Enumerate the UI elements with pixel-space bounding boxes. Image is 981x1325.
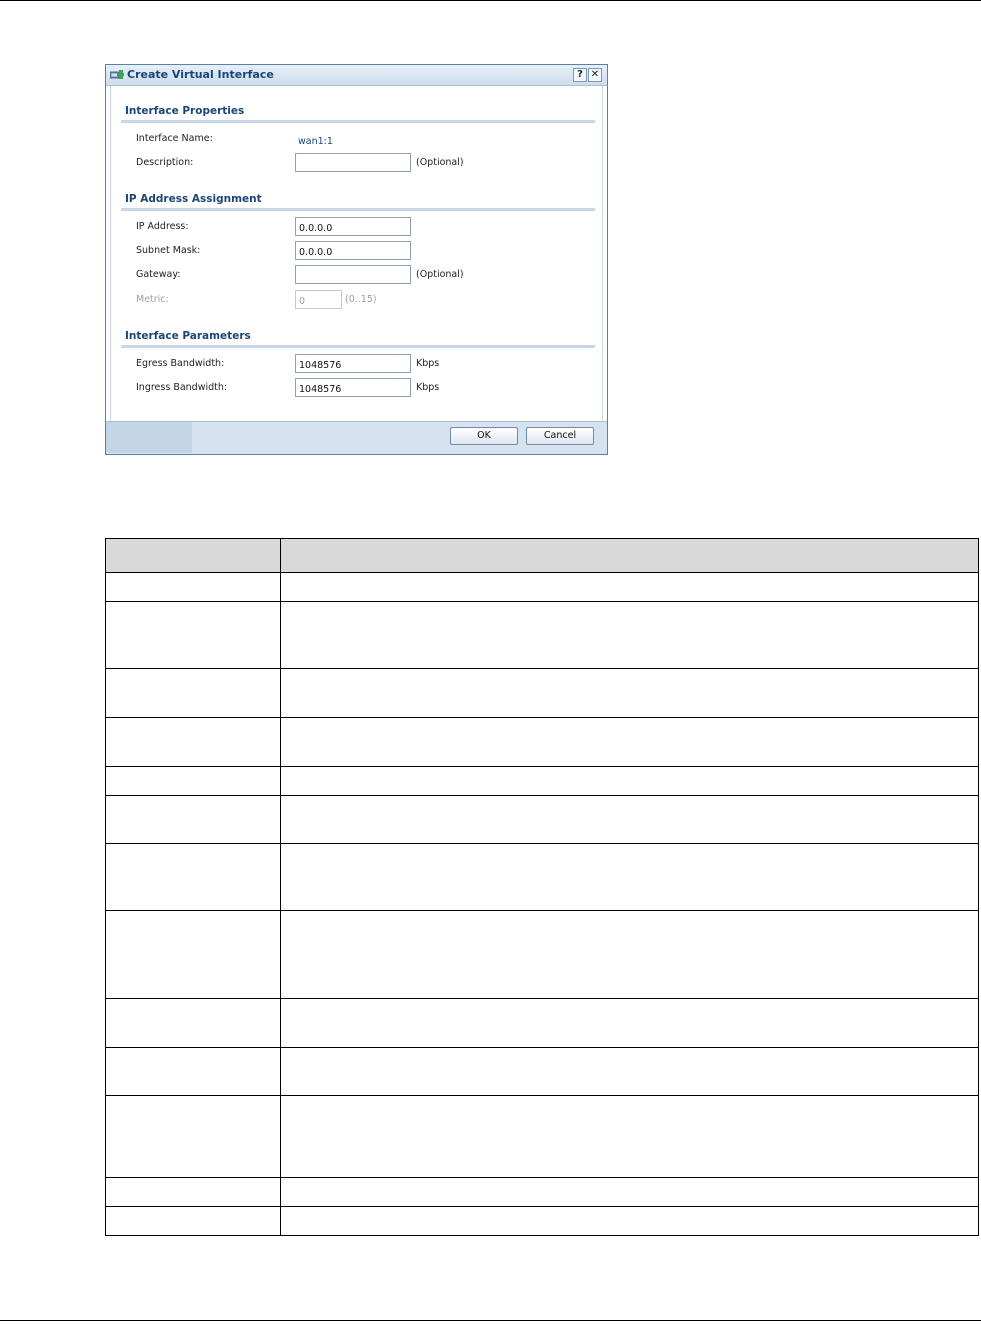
table-cell <box>281 796 979 844</box>
subnet-mask-input[interactable] <box>295 241 411 260</box>
description-label: Description: <box>136 157 194 168</box>
egress-bandwidth-input[interactable] <box>295 354 411 373</box>
section-title-interface-parameters: Interface Parameters <box>125 330 251 342</box>
cancel-button[interactable]: Cancel <box>526 427 594 445</box>
ingress-bandwidth-unit: Kbps <box>416 382 440 393</box>
egress-bandwidth-unit: Kbps <box>416 358 440 369</box>
ingress-bandwidth-label: Ingress Bandwidth: <box>136 382 228 393</box>
table-cell <box>281 1096 979 1178</box>
table-cell <box>281 718 979 767</box>
table-row <box>106 911 979 999</box>
table-cell <box>106 1178 281 1207</box>
ingress-bandwidth-input[interactable] <box>295 378 411 397</box>
metric-input <box>295 290 342 309</box>
subnet-mask-label: Subnet Mask: <box>136 245 201 256</box>
gateway-input[interactable] <box>295 265 411 284</box>
table-cell <box>281 767 979 796</box>
metric-range-note: (0..15) <box>345 294 377 305</box>
table-row <box>106 1178 979 1207</box>
table-row <box>106 796 979 844</box>
table-header-row <box>106 539 979 573</box>
table-row <box>106 1207 979 1236</box>
table-row <box>106 669 979 718</box>
section-divider <box>121 345 595 348</box>
table-row <box>106 718 979 767</box>
table-cell <box>106 573 281 602</box>
table-cell <box>106 718 281 767</box>
table-cell <box>106 844 281 911</box>
description-input[interactable] <box>295 153 411 172</box>
help-button[interactable]: ? <box>573 68 587 82</box>
ip-address-input[interactable] <box>295 217 411 236</box>
network-plus-icon <box>110 69 124 80</box>
gateway-optional-note: (Optional) <box>416 269 464 280</box>
create-virtual-interface-dialog <box>105 64 608 455</box>
table-header-cell <box>106 539 281 573</box>
table-row <box>106 999 979 1048</box>
footer-shade <box>106 422 192 453</box>
table-cell <box>281 669 979 718</box>
dialog-title: Create Virtual Interface <box>127 68 274 81</box>
section-title-interface-properties: Interface Properties <box>125 105 245 117</box>
section-divider <box>121 120 595 123</box>
ip-address-label: IP Address: <box>136 221 189 232</box>
gateway-label: Gateway: <box>136 269 181 280</box>
table-row <box>106 1048 979 1096</box>
page-bottom-rule <box>0 1320 981 1321</box>
table-cell <box>281 1048 979 1096</box>
table-cell <box>281 573 979 602</box>
interface-name-label: Interface Name: <box>136 133 213 144</box>
table-cell <box>106 1207 281 1236</box>
table-row <box>106 573 979 602</box>
table-cell <box>281 999 979 1048</box>
section-title-ip-address-assignment: IP Address Assignment <box>125 193 262 205</box>
table-row <box>106 1096 979 1178</box>
table-row <box>106 602 979 669</box>
metric-label: Metric: <box>136 294 169 305</box>
table-cell <box>106 602 281 669</box>
table-cell <box>281 602 979 669</box>
table-cell <box>106 669 281 718</box>
description-optional-note: (Optional) <box>416 157 464 168</box>
interface-name-value: wan1:1 <box>298 136 333 147</box>
dialog-footer <box>106 421 607 454</box>
field-description-table <box>105 538 979 1236</box>
dialog-titlebar <box>106 65 607 86</box>
dialog-body <box>110 86 603 422</box>
close-button[interactable]: ✕ <box>588 68 602 82</box>
table-cell <box>106 911 281 999</box>
table-cell <box>106 767 281 796</box>
page-top-rule <box>0 0 981 1</box>
table-header-cell <box>281 539 979 573</box>
table-cell <box>106 1096 281 1178</box>
ok-button[interactable]: OK <box>450 427 518 445</box>
table-cell <box>106 999 281 1048</box>
table-cell <box>281 844 979 911</box>
table-cell <box>281 1207 979 1236</box>
table-row <box>106 844 979 911</box>
table-row <box>106 767 979 796</box>
table-cell <box>106 796 281 844</box>
table-cell <box>281 1178 979 1207</box>
table-cell <box>281 911 979 999</box>
egress-bandwidth-label: Egress Bandwidth: <box>136 358 225 369</box>
table-cell <box>106 1048 281 1096</box>
section-divider <box>121 208 595 211</box>
